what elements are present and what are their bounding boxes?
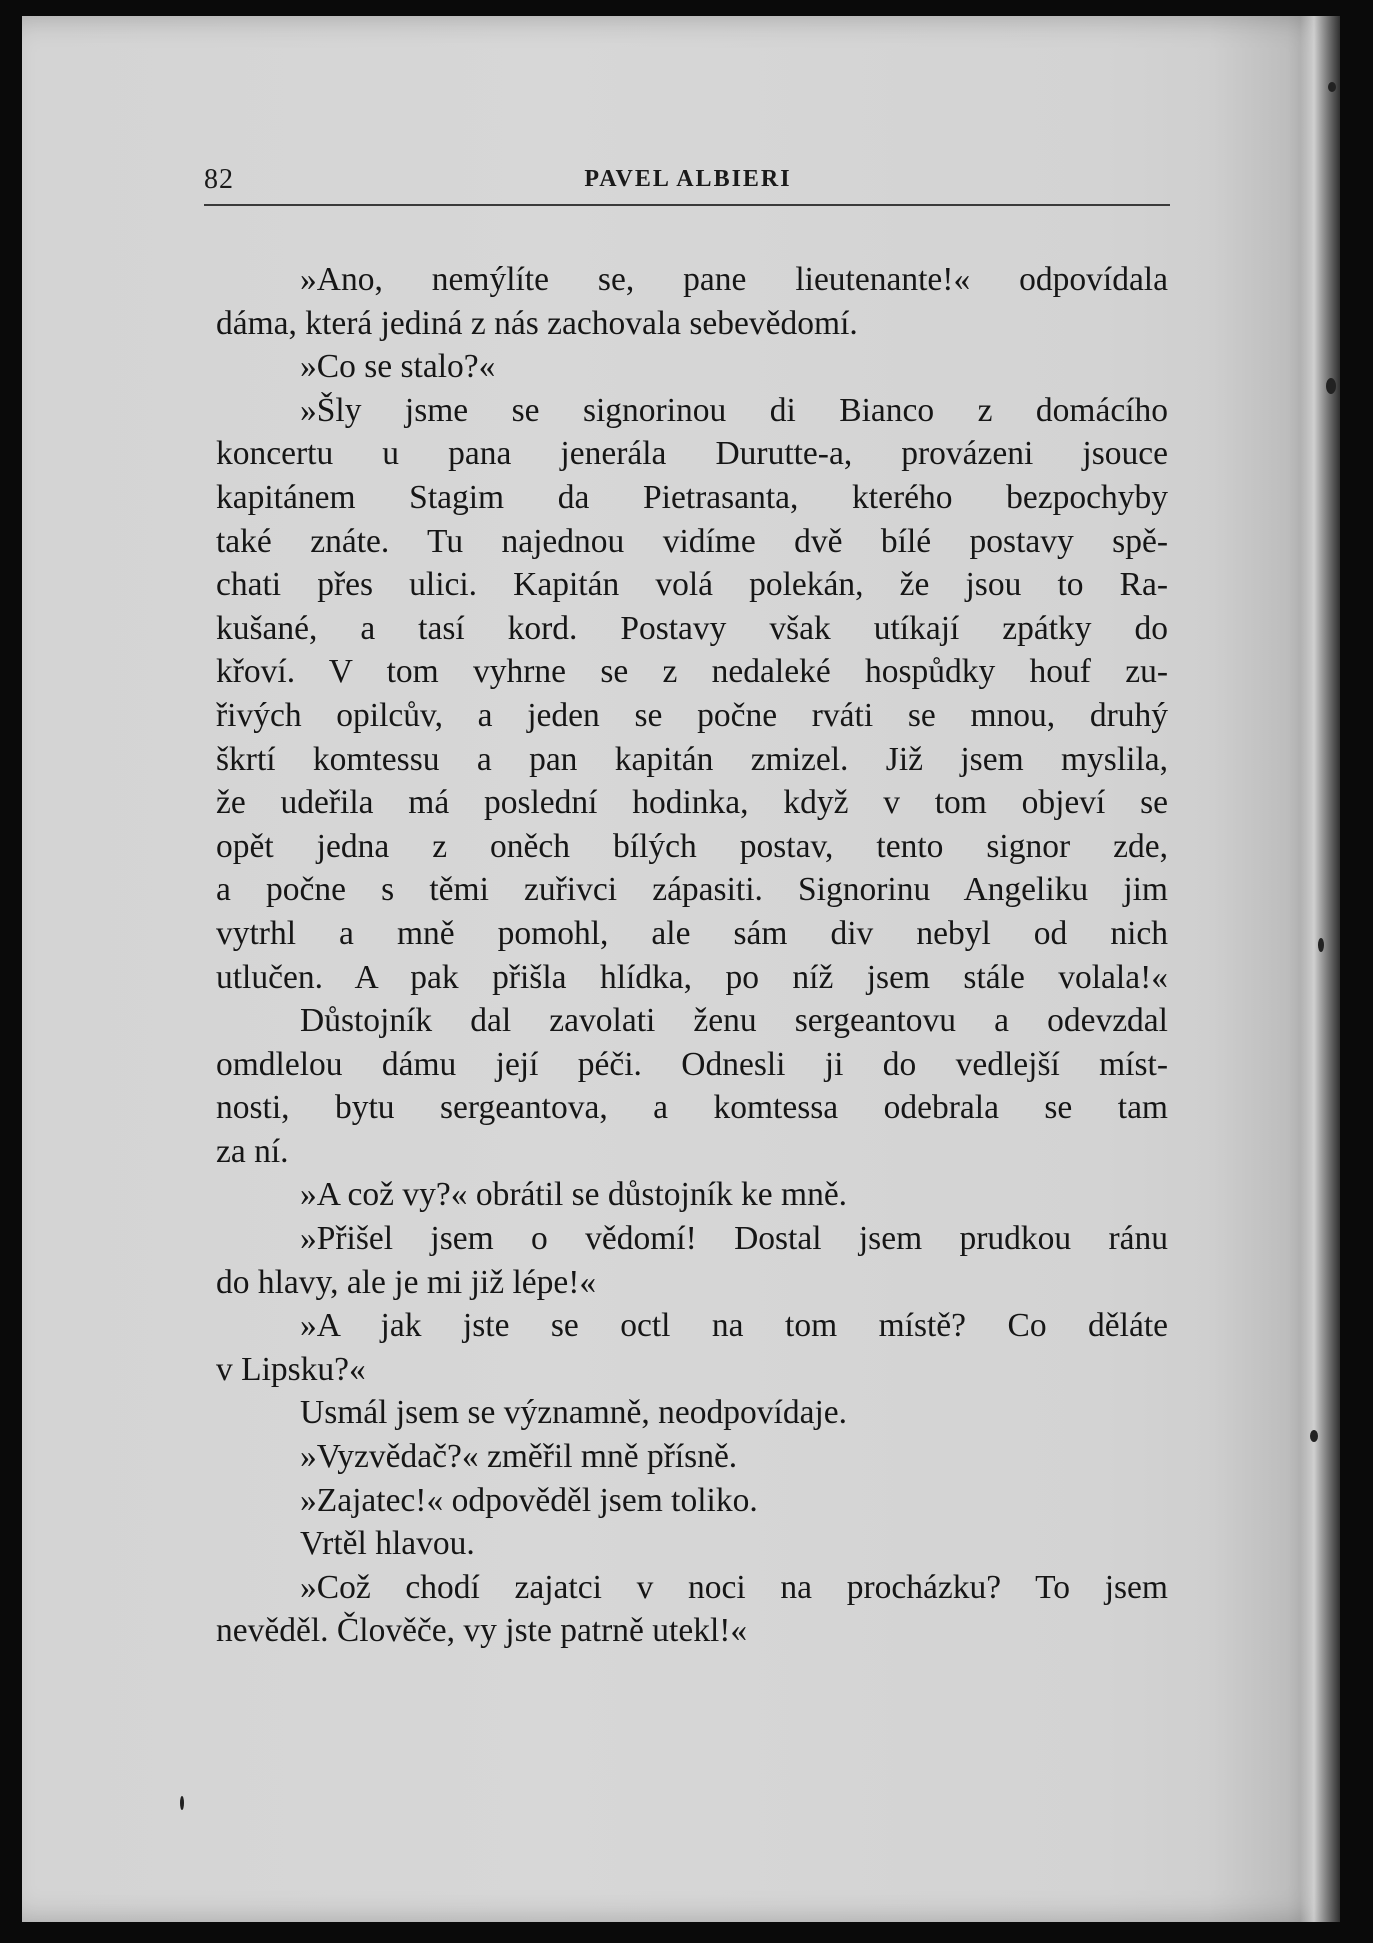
text-line: v Lipsku?« [216,1350,366,1388]
text-line: že udeřila má poslední hodinka, když v tom objeví se [216,784,1168,822]
text-line: »Ano, nemýlíte se, pane lieutenante!« odpovídala [300,261,1168,298]
text-line: dáma, která jediná z nás zachovala sebevědomí. [216,304,858,342]
text-line: Usmál jsem se významně, neodpovídaje. [300,1394,848,1432]
text-line: řivých opilcův, a jeden se počne rváti se mnou, druhý [216,696,1168,734]
text-line: Důstojník dal zavolati ženu sergeantovu a odevzdal [300,1002,1168,1040]
page-header [204,162,1172,202]
text-line: chati přes ulici. Kapitán volá polekán, že jsou to Ra- [216,566,1168,604]
text-line: »Šly jsme se signorinou di Bianco z domácího [300,391,1168,429]
text-line: »Což chodí zajatci v noci na procházku? To jsem [300,1568,1168,1606]
text-line: »Přišel jsem o vědomí! Dostal jsem prudkou ránu [300,1220,1168,1258]
page-number: 82 [204,164,234,195]
text-line: nevěděl. Člověče, vy jste patrně utekl!« [216,1612,748,1650]
text-line: kušané, a tasí kord. Postavy však utíkají zpátky do [216,609,1168,647]
text-line: za ní. [216,1132,289,1170]
scan-speck [1326,378,1336,394]
page-edge-shadow [1300,16,1340,1922]
text-line: koncertu u pana jenerála Durutte-a, provázeni jsouce [216,435,1168,473]
body-text [216,258,1168,1653]
scan-speck [1310,1430,1318,1442]
scan-speck [1328,82,1336,92]
text-line: »A což vy?« obrátil se důstojník ke mně. [300,1176,848,1214]
text-line: také znáte. Tu najednou vidíme dvě bílé postavy spě- [216,522,1168,560]
text-line: škrtí komtessu a pan kapitán zmizel. Již jsem myslila, [216,740,1168,778]
scan-speck [1318,938,1324,952]
text-line: nosti, bytu sergeantova, a komtessa odebrala se tam [216,1089,1168,1127]
text-line: omdlelou dámu její péči. Odnesli ji do vedlejší míst- [216,1045,1168,1083]
text-line: křoví. V tom vyhrne se z nedaleké hospůdky houf zu- [216,653,1168,691]
text-line: a počne s těmi zuřivci zápasiti. Signorinu Angeliku jim [216,871,1168,909]
scan-speck [180,1796,184,1810]
text-line: »A jak jste se octl na tom místě? Co děláte [300,1307,1168,1345]
text-line: kapitánem Stagim da Pietrasanta, kterého bezpochyby [216,478,1168,516]
header-rule [204,204,1170,206]
text-line: Vrtěl hlavou. [300,1525,475,1563]
text-line: do hlavy, ale je mi již lépe!« [216,1263,597,1301]
text-line: »Co se stalo?« [300,348,496,386]
text-line: »Zajatec!« odpověděl jsem toliko. [300,1481,758,1519]
running-title: PAVEL ALBIERI [584,166,792,192]
text-line: »Vyzvědač?« změřil mně přísně. [300,1438,738,1476]
text-line: utlučen. A pak přišla hlídka, po níž jsem stále volala!« [216,958,1168,996]
text-line: vytrhl a mně pomohl, ale sám div nebyl od nich [216,914,1168,952]
text-line: opět jedna z oněch bílých postav, tento signor zde, [216,827,1168,865]
